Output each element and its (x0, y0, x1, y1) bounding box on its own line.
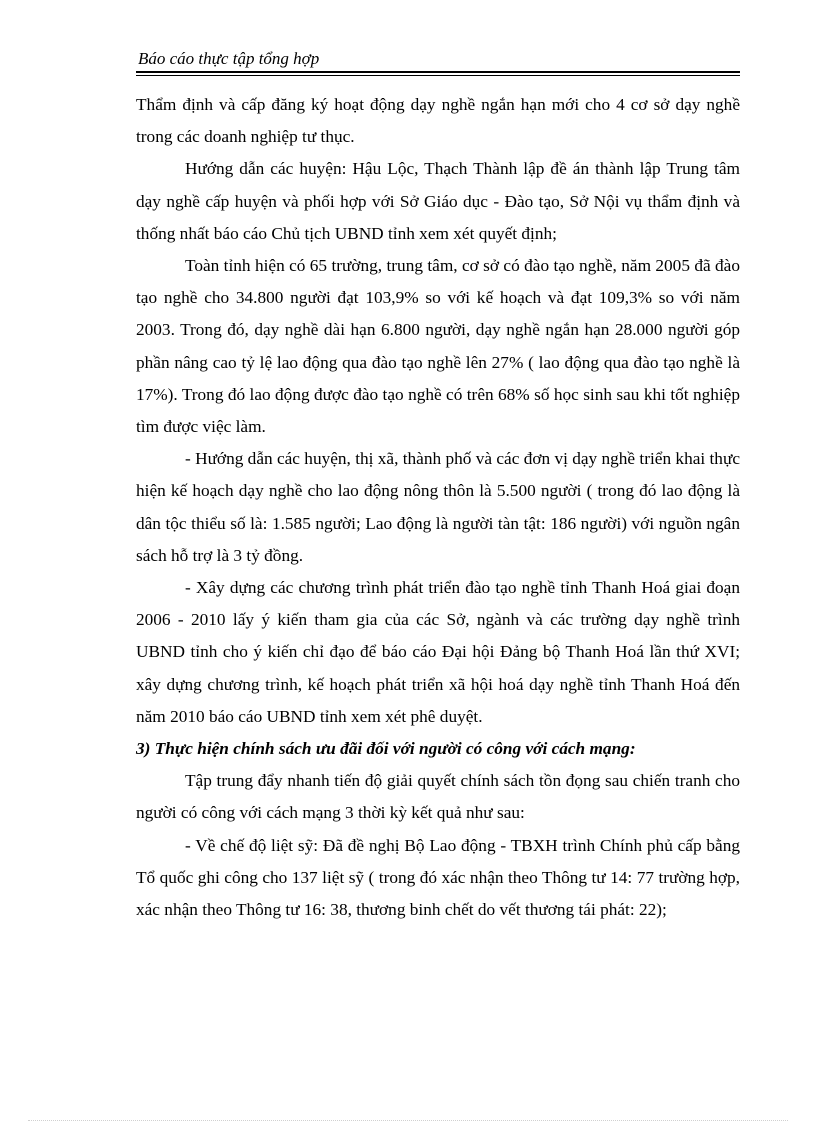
paragraph-training-stats: Toàn tỉnh hiện có 65 trường, trung tâm, cơ sở có đào tạo nghề, năm 2005 đã đào tạo nghề cho 34.800 người đạt 103,9% so với kế hoạch và đạt 109,3% so với năm 2003. Trong đó, dạy nghề dài hạn 6.800 người, dạy nghề ngắn hạn 28.000 người góp phần nâng cao tỷ lệ lao động qua đào tạo nghề lên 27% ( lao động qua đào tạo nghề là 17%). Trong đó lao động được đào tạo nghề có trên 68% số học sinh sau khi tốt nghiệp tìm được việc làm. (136, 256, 740, 437)
paragraph-district-guidance: Hướng dẫn các huyện: Hậu Lộc, Thạch Thành lập đề án thành lập Trung tâm dạy nghề cấp huyện và phối hợp với Sở Giáo dục - Đào tạo, Sở Nội vụ thẩm định và thống nhất báo cáo Chủ tịch UBND tỉnh xem xét quyết định; (136, 159, 740, 243)
page-header (136, 49, 740, 76)
header-rule-thin (136, 75, 740, 76)
paragraph-martyr-policy: - Về chế độ liệt sỹ: Đã đề nghị Bộ Lao động - TBXH trình Chính phủ cấp bằng Tổ quốc ghi công cho 137 liệt sỹ ( trong đó xác nhận theo Thông tư 14: 77 trường hợp, xác nhận theo Thông tư 16: 38, thương binh chết do vết thương tái phát: 22); (136, 835, 740, 920)
header-rule-thick (136, 71, 740, 73)
header-title: Báo cáo thực tập tổng hợp (138, 49, 320, 68)
section-heading: 3) Thực hiện chính sách ưu đãi đối với người có công với cách mạng: (136, 739, 636, 759)
paragraph-program-development: - Xây dựng các chương trình phát triển đào tạo nghề tỉnh Thanh Hoá giai đoạn 2006 - 2010 lấy ý kiến tham gia của các Sở, ngành và các trường dạy nghề trình UBND tỉnh cho ý kiến chỉ đạo để báo cáo Đại hội Đảng bộ Thanh Hoá lần thứ XVI; xây dựng chương trình, kế hoạch phát triển xã hội hoá dạy nghề tỉnh Thanh Hoá đến năm 2010 báo cáo UBND tỉnh xem xét phê duyệt. (136, 578, 740, 726)
paragraph-policy-intro: Tập trung đẩy nhanh tiến độ giải quyết chính sách tồn đọng sau chiến tranh cho người có công với cách mạng 3 thời kỳ kết quả như sau: (136, 771, 740, 823)
footer-divider (28, 1120, 788, 1121)
paragraph-licensing: Thẩm định và cấp đăng ký hoạt động dạy nghề ngắn hạn mới cho 4 cơ sở dạy nghề trong các doanh nghiệp tư thục. (136, 95, 740, 147)
paragraph-rural-training: - Hướng dẫn các huyện, thị xã, thành phố và các đơn vị dạy nghề triển khai thực hiện kế hoạch dạy nghề cho lao động nông thôn là 5.500 người ( trong đó lao động là dân tộc thiểu số là: 1.585 người; Lao động là người tàn tật: 186 người) với nguồn ngân sách hỗ trợ là 3 tỷ đồng. (136, 449, 740, 565)
document-body (136, 89, 740, 926)
